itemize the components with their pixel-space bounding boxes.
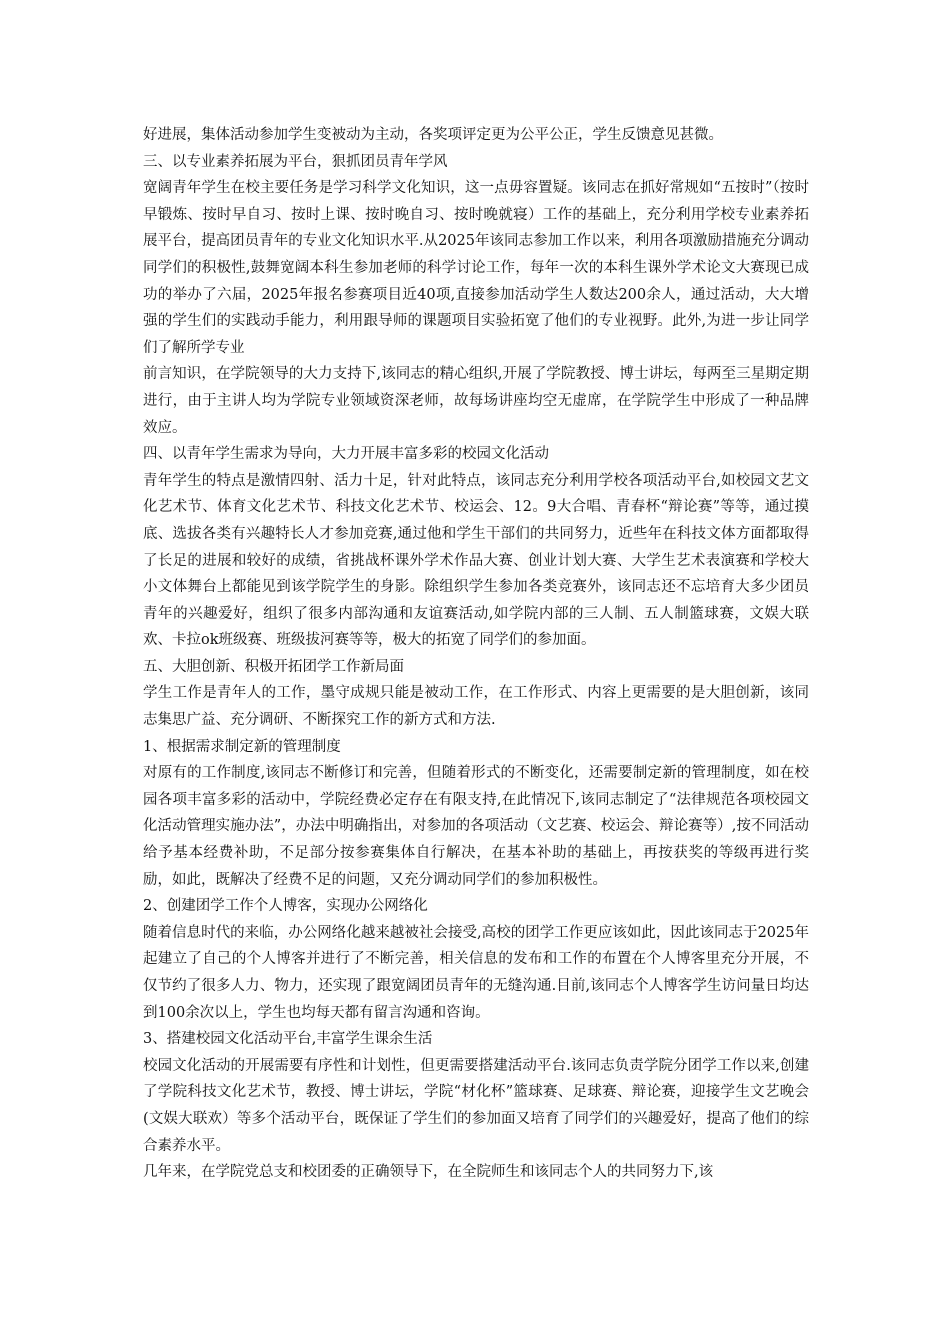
paragraph: 学生工作是青年人的工作，墨守成规只能是被动工作，在工作形式、内容上更需要的是大胆创新，该同志集思广益、充分调研、不断探究工作的新方式和方法.: [143, 685, 809, 729]
subsection-heading: 2、创建团学工作个人博客，实现办公网络化: [143, 898, 428, 915]
paragraph: 随着信息时代的来临，办公网络化越来越被社会接受,高校的团学工作更应该如此，因此该同志于2025年起建立了自己的个人博客并进行了不断完善，相关信息的发布和工作的布置在个人博客里充分开展，不仅节约了很多人力、物力，还实现了跟宽阔团员青年的无缝沟通.目前,该同志个人博客学生访问量日均达到100余次以上，学生也均每天都有留言沟通和咨询。: [143, 924, 809, 1021]
document-body: [143, 122, 809, 1186]
paragraph: 校园文化活动的开展需要有序性和计划性，但更需要搭建活动平台.该同志负责学院分团学工作以来,创建了学院科技文化艺术节，教授、博士讲坛，学院“材化杯”篮球赛、足球赛、辩论赛，迎接学生文艺晚会(文娱大联欢）等多个活动平台，既保证了学生们的参加面又培育了同学们的兴趣爱好，提高了他们的综合素养水平。: [143, 1057, 809, 1154]
paragraph: 青年学生的特点是激情四射、活力十足，针对此特点，该同志充分利用学校各项活动平台,如校园文艺文化艺术节、体育文化艺术节、科技文化艺术节、校运会、12。9大合唱、青春杯“辩论赛”等等，通过摸底、选拔各类有兴趣特长人才参加竞赛,通过他和学生干部们的共同努力，近些年在科技文体方面都取得了长足的进展和较好的成绩，省挑战杯课外学术作品大赛、创业计划大赛、大学生艺术表演赛和学校大小文体舞台上都能见到该学院学生的身影。除组织学生参加各类竞赛外，该同志还不忘培育大多少团员青年的兴趣爱好，组织了很多内部沟通和友谊赛活动,如学院内部的三人制、五人制篮球赛，文娱大联欢、卡拉ok班级赛、班级拔河赛等等，极大的拓宽了同学们的参加面。: [143, 472, 809, 649]
section-heading: 五、大胆创新、积极开拓团学工作新局面: [143, 658, 404, 675]
subsection-heading: 1、根据需求制定新的管理制度: [143, 738, 341, 755]
section-heading: 四、以青年学生需求为导向，大力开展丰富多彩的校园文化活动: [143, 446, 549, 463]
paragraph: 前言知识，在学院领导的大力支持下,该同志的精心组织,开展了学院教授、博士讲坛，每两至三星期定期进行，由于主讲人均为学院专业领域资深老师，故每场讲座均空无虚席，在学院学生中形成了一种品牌效应。: [143, 366, 809, 436]
paragraph: 好进展，集体活动参加学生变被动为主动，各奖项评定更为公平公正，学生反馈意见甚微。: [143, 127, 723, 143]
paragraph: 宽阔青年学生在校主要任务是学习科学文化知识，这一点毋容置疑。该同志在抓好常规如“五按时”（按时早锻炼、按时早自习、按时上课、按时晚自习、按时晚就寝）工作的基础上，充分利用学校专业素养拓展平台，提高团员青年的专业文化知识水平.从2025年该同志参加工作以来，利用各项激励措施充分调动同学们的积极性,鼓舞宽阔本科生参加老师的科学讨论工作，每年一次的本科生课外学术论文大赛现已成功的举办了六届，2025年报名参赛项目近40项,直接参加活动学生人数达200余人，通过活动，大大增强的学生们的实践动手能力，利用跟导师的课题项目实验拓宽了他们的专业视野。此外,为进一步让同学们了解所学专业: [143, 180, 809, 356]
subsection-heading: 3、搭建校园文化活动平台,丰富学生课余生活: [143, 1031, 433, 1048]
paragraph: 对原有的工作制度,该同志不断修订和完善，但随着形式的不断变化，还需要制定新的管理制度，如在校园各项丰富多彩的活动中，学院经费必定存在有限支持,在此情况下,该同志制定了“法律规范各项校园文化活动管理实施办法”，办法中明确指出，对参加的各项活动（文艺赛、校运会、辩论赛等）,按不同活动给予基本经费补助，不足部分按参赛集体自行解决，在基本补助的基础上，再按获奖的等级再进行奖励，如此，既解决了经费不足的问题，又充分调动同学们的参加积极性。: [143, 765, 809, 888]
section-heading: 三、以专业素养拓展为平台，狠抓团员青年学风: [143, 153, 448, 170]
paragraph: 几年来，在学院党总支和校团委的正确领导下，在全院师生和该同志个人的共同努力下,该: [143, 1164, 714, 1181]
